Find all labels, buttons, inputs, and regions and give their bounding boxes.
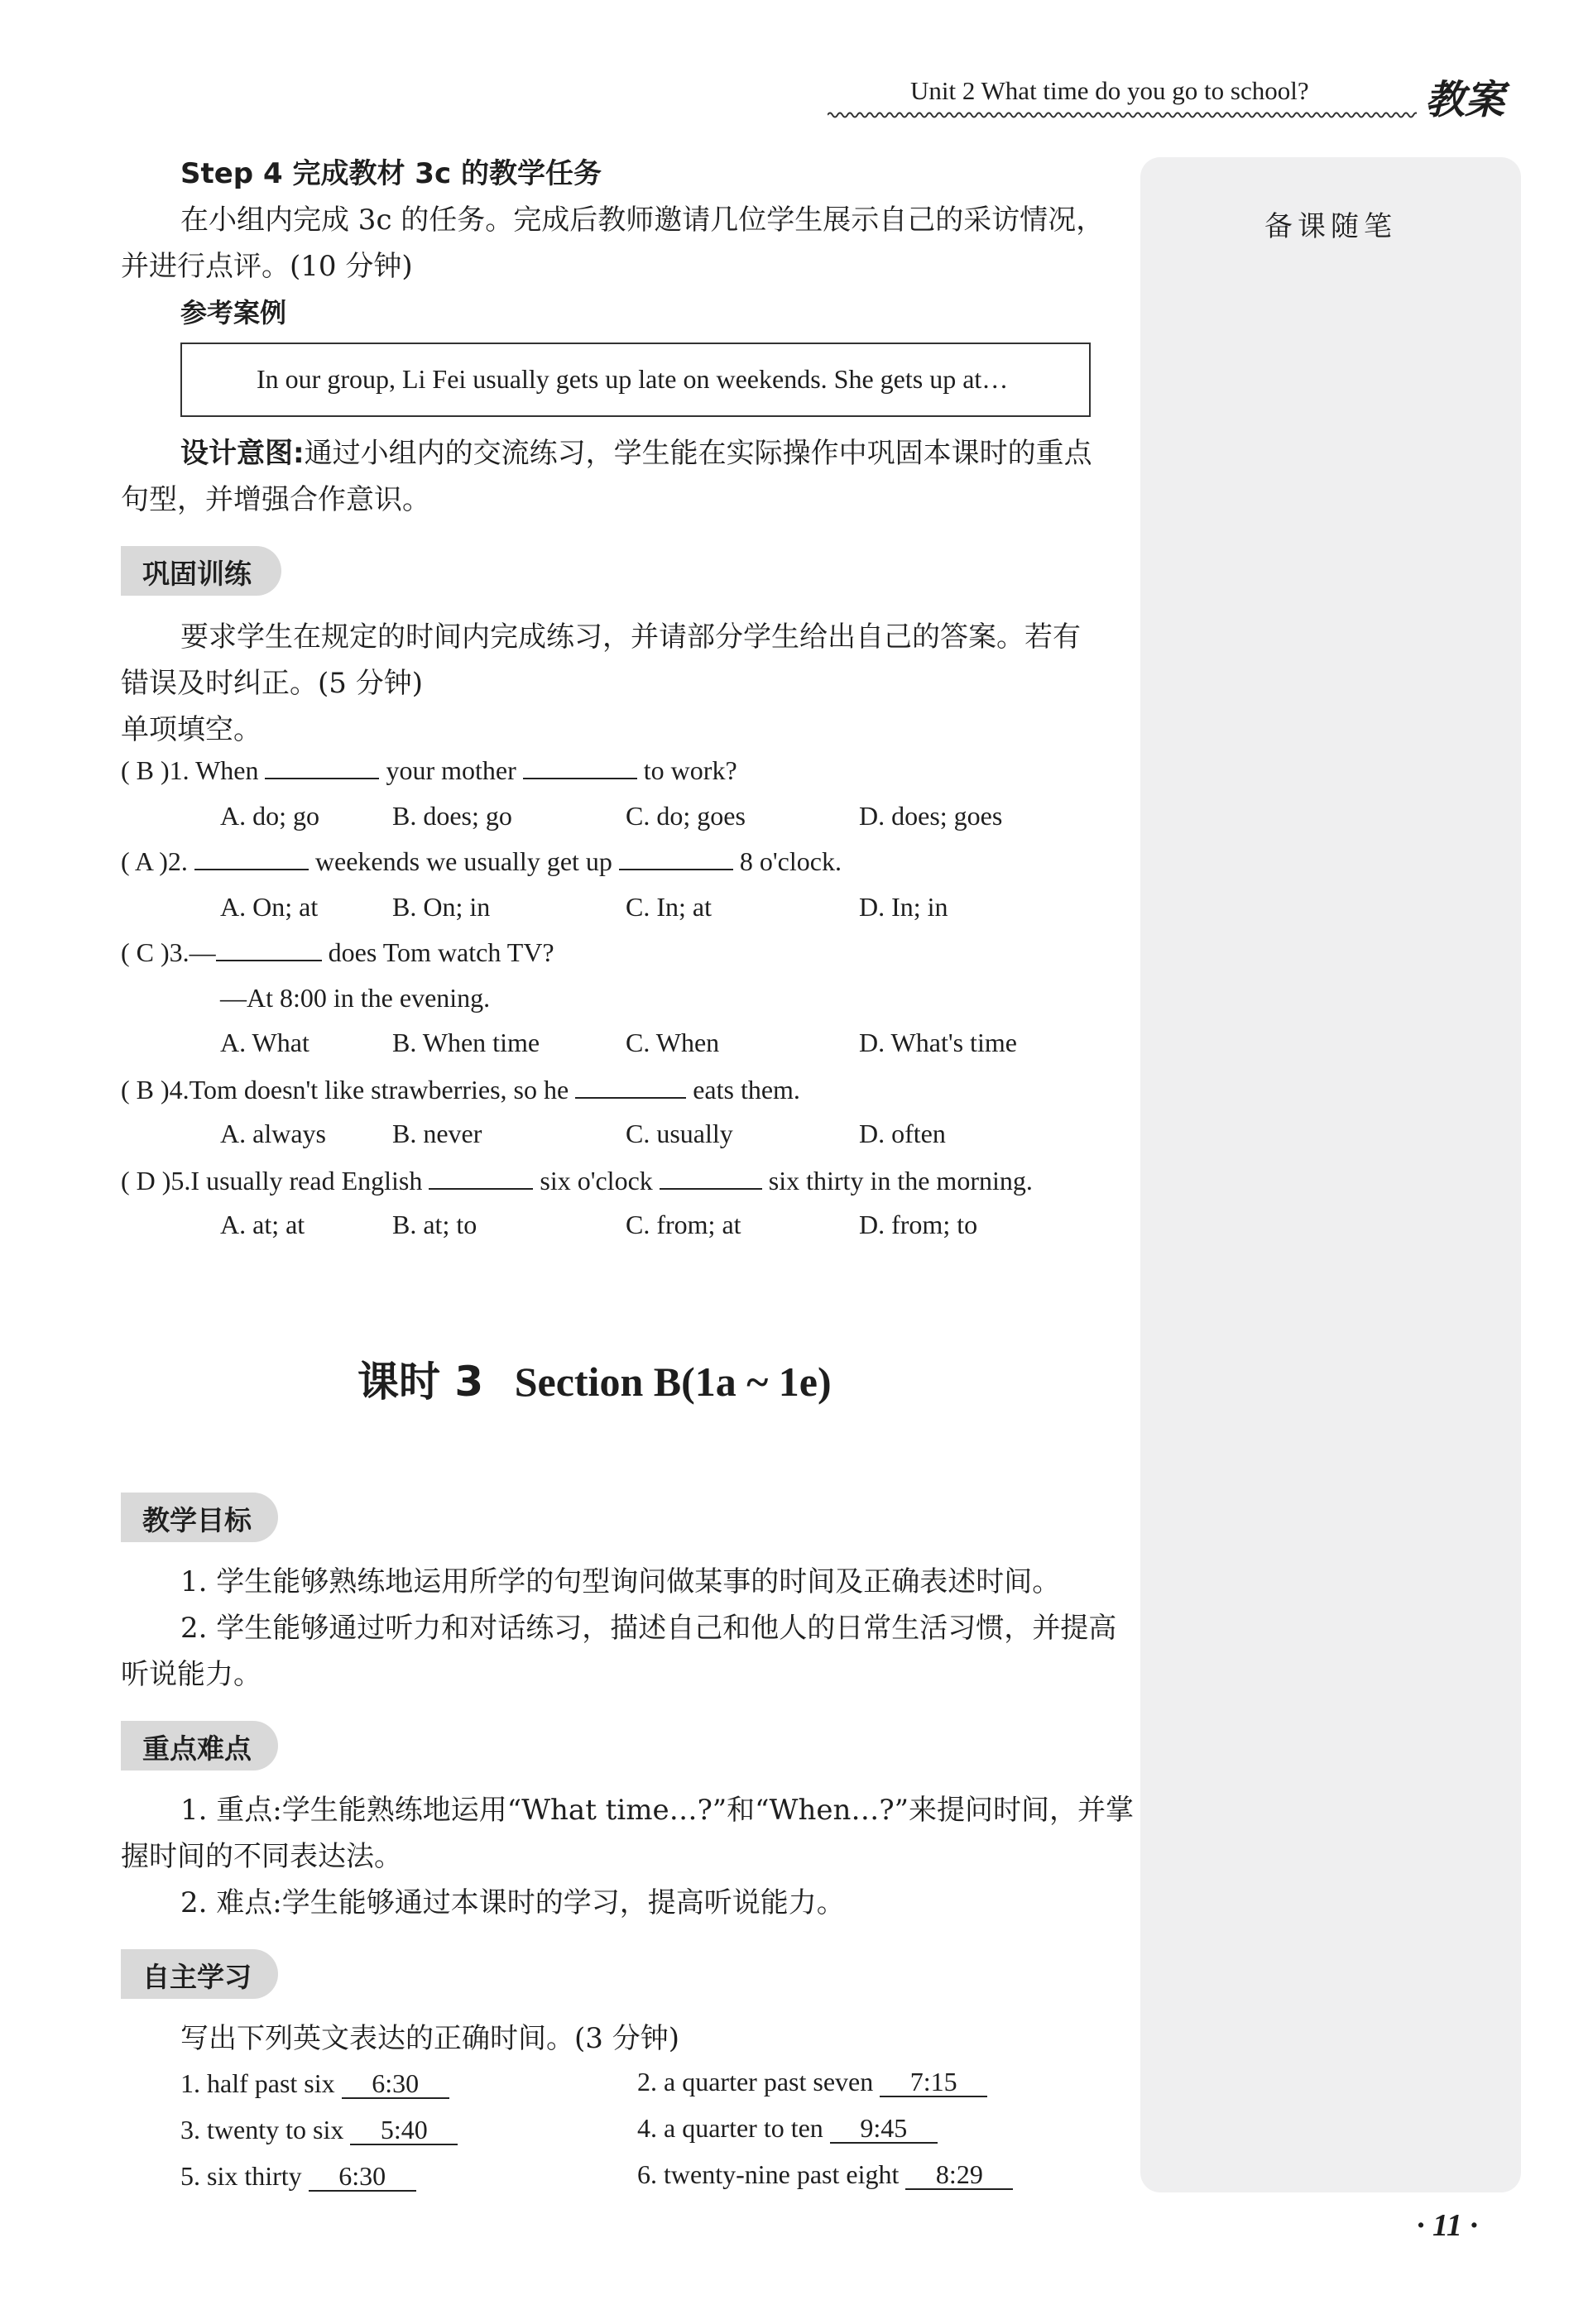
option-d: D. What's time <box>859 1028 1017 1057</box>
time-item-4 <box>637 2113 938 2144</box>
option-a: A. What <box>220 1028 309 1057</box>
option-a: A. On; at <box>220 892 319 922</box>
option-a: A. always <box>220 1119 326 1148</box>
option-c: C. In; at <box>626 892 712 922</box>
blank <box>660 1165 762 1190</box>
question-text: — <box>189 937 216 967</box>
time-item-5 <box>180 2161 416 2192</box>
practice-type-title: 单项填空。 <box>121 713 262 746</box>
question-text: to work? <box>643 755 737 785</box>
time-item-answer: 6:30 <box>342 2069 449 2099</box>
blank <box>194 846 309 870</box>
header-title: Unit 2 What time do you go to school? <box>910 76 1309 105</box>
step4-line1: 在小组内完成 3c 的任务。完成后教师邀请几位学生展示自己的采访情况， <box>180 204 1105 237</box>
option-d: D. In; in <box>859 892 948 922</box>
time-item-label: 3. twenty to six <box>180 2115 344 2144</box>
key-line3: 2. 难点:学生能够通过本课时的学习，提高听说能力。 <box>180 1886 845 1919</box>
blank <box>216 937 322 961</box>
time-item-label: 2. a quarter past seven <box>637 2067 874 2096</box>
blank <box>429 1165 533 1190</box>
answer: C <box>136 937 154 967</box>
time-item-answer: 7:15 <box>880 2068 987 2097</box>
question-number: 4. <box>169 1075 190 1104</box>
practice-line2: 错误及时纠正。(5 分钟) <box>121 667 423 700</box>
option-c: C. usually <box>626 1119 733 1148</box>
time-item-label: 6. twenty-nine past eight <box>637 2159 900 2189</box>
question-text: When <box>195 755 259 785</box>
key-line2: 握时间的不同表达法。 <box>121 1840 402 1873</box>
blank <box>265 755 379 779</box>
case-title: 参考案例 <box>180 297 287 328</box>
option-b: B. When time <box>392 1028 540 1057</box>
practice-tab-label: 巩固训练 <box>142 558 252 590</box>
question-5: ( D )5.I usually read English six o'clock six thirty in the morning. <box>121 1166 1033 1196</box>
question-number: 5. <box>170 1166 191 1196</box>
option-b: B. at; to <box>392 1210 477 1239</box>
question-2: ( A )2. weekends we usually get up 8 o'clock. <box>121 846 842 876</box>
question-text: Tom doesn't like strawberries, so he <box>189 1075 569 1104</box>
goals-line3: 听说能力。 <box>121 1658 262 1691</box>
question-1: ( B )1. When your mother to work? <box>121 755 737 785</box>
question-4: ( B )4.Tom doesn't like strawberries, so he eats them. <box>121 1075 800 1104</box>
question-text: your mother <box>386 755 516 785</box>
design-intent-label: 设计意图: <box>180 437 305 470</box>
key-points-tab-label: 重点难点 <box>142 1732 252 1765</box>
question-number: 3. <box>169 937 190 967</box>
answer: B <box>136 755 154 785</box>
question-text: 8 o'clock. <box>739 846 842 876</box>
page-number: · 11 · <box>1417 2208 1478 2243</box>
question-number: 2. <box>167 846 188 876</box>
design-intent-text: 通过小组内的交流练习，学生能在实际操作中巩固本课时的重点 <box>304 437 1092 470</box>
option-a: A. do; go <box>220 801 319 831</box>
time-item-2 <box>637 2067 987 2097</box>
option-b: B. On; in <box>392 892 491 922</box>
option-c: C. from; at <box>626 1210 741 1239</box>
question-text: does Tom watch TV? <box>328 937 554 967</box>
design-intent-line2: 句型，并增强合作意识。 <box>121 483 430 516</box>
time-item-answer: 5:40 <box>350 2116 458 2145</box>
question-text: eats them. <box>693 1075 800 1104</box>
lesson-section: Section B(1a ~ 1e) <box>514 1358 832 1405</box>
notes-sidebar <box>1140 157 1521 2192</box>
case-text: In our group, Li Fei usually gets up late on weekends. She gets up at… <box>257 364 1009 394</box>
time-item-label: 4. a quarter to ten <box>637 2113 823 2143</box>
self-study-intro: 写出下列英文表达的正确时间。(3 分钟) <box>180 2022 679 2055</box>
time-item-3 <box>180 2115 458 2145</box>
header-wavy-rule <box>828 111 1417 119</box>
answer: D <box>136 1166 156 1196</box>
design-intent-line1 <box>180 430 1092 477</box>
option-c: C. do; goes <box>626 801 746 831</box>
time-item-6 <box>637 2159 1013 2190</box>
goals-line2: 2. 学生能够通过听力和对话练习，描述自己和他人的日常生活习惯，并提高 <box>180 1612 1117 1645</box>
option-b: B. does; go <box>392 801 512 831</box>
question-text: weekends we usually get up <box>314 846 612 876</box>
time-item-answer: 9:45 <box>830 2114 938 2144</box>
option-d: D. from; to <box>859 1210 978 1239</box>
blank <box>575 1074 686 1099</box>
blank <box>523 755 637 779</box>
question-text: six o'clock <box>540 1166 653 1196</box>
key-line1: 1. 重点:学生能熟练地运用“What time…?”和“When…?”来提问时间，并掌 <box>180 1794 1135 1827</box>
question-number: 1. <box>169 755 190 785</box>
option-d: D. often <box>859 1119 946 1148</box>
option-d: D. does; goes <box>859 801 1003 831</box>
question-text: six thirty in the morning. <box>768 1166 1033 1196</box>
lesson-title <box>357 1349 832 1408</box>
sidebar-title: 备课随笔 <box>1264 210 1397 243</box>
lesson-number: 课时 3 <box>357 1358 484 1406</box>
question-3: ( C )3.— does Tom watch TV? <box>121 937 554 967</box>
question-3-reply: —At 8:00 in the evening. <box>220 983 491 1013</box>
option-c: C. When <box>626 1028 720 1057</box>
time-item-1 <box>180 2068 449 2099</box>
time-item-answer: 8:29 <box>905 2160 1013 2190</box>
time-item-label: 5. six thirty <box>180 2161 302 2191</box>
step4-line2: 并进行点评。(10 分钟) <box>121 250 413 283</box>
answer: A <box>134 846 153 876</box>
step4-heading: Step 4 完成教材 3c 的教学任务 <box>180 157 602 190</box>
header-brand: 教案 <box>1425 77 1505 123</box>
option-b: B. never <box>392 1119 482 1148</box>
answer: B <box>136 1075 154 1104</box>
self-study-tab-label: 自主学习 <box>142 1961 252 1993</box>
goals-line1: 1. 学生能够熟练地运用所学的句型询问做某事的时间及正确表述时间。 <box>180 1565 1061 1598</box>
goals-tab-label: 教学目标 <box>142 1504 252 1536</box>
practice-line1: 要求学生在规定的时间内完成练习，并请部分学生给出自己的答案。若有 <box>180 621 1081 654</box>
time-item-label: 1. half past six <box>180 2068 335 2098</box>
blank <box>619 846 733 870</box>
question-text: I usually read English <box>190 1166 423 1196</box>
option-a: A. at; at <box>220 1210 305 1239</box>
time-item-answer: 6:30 <box>309 2162 416 2192</box>
